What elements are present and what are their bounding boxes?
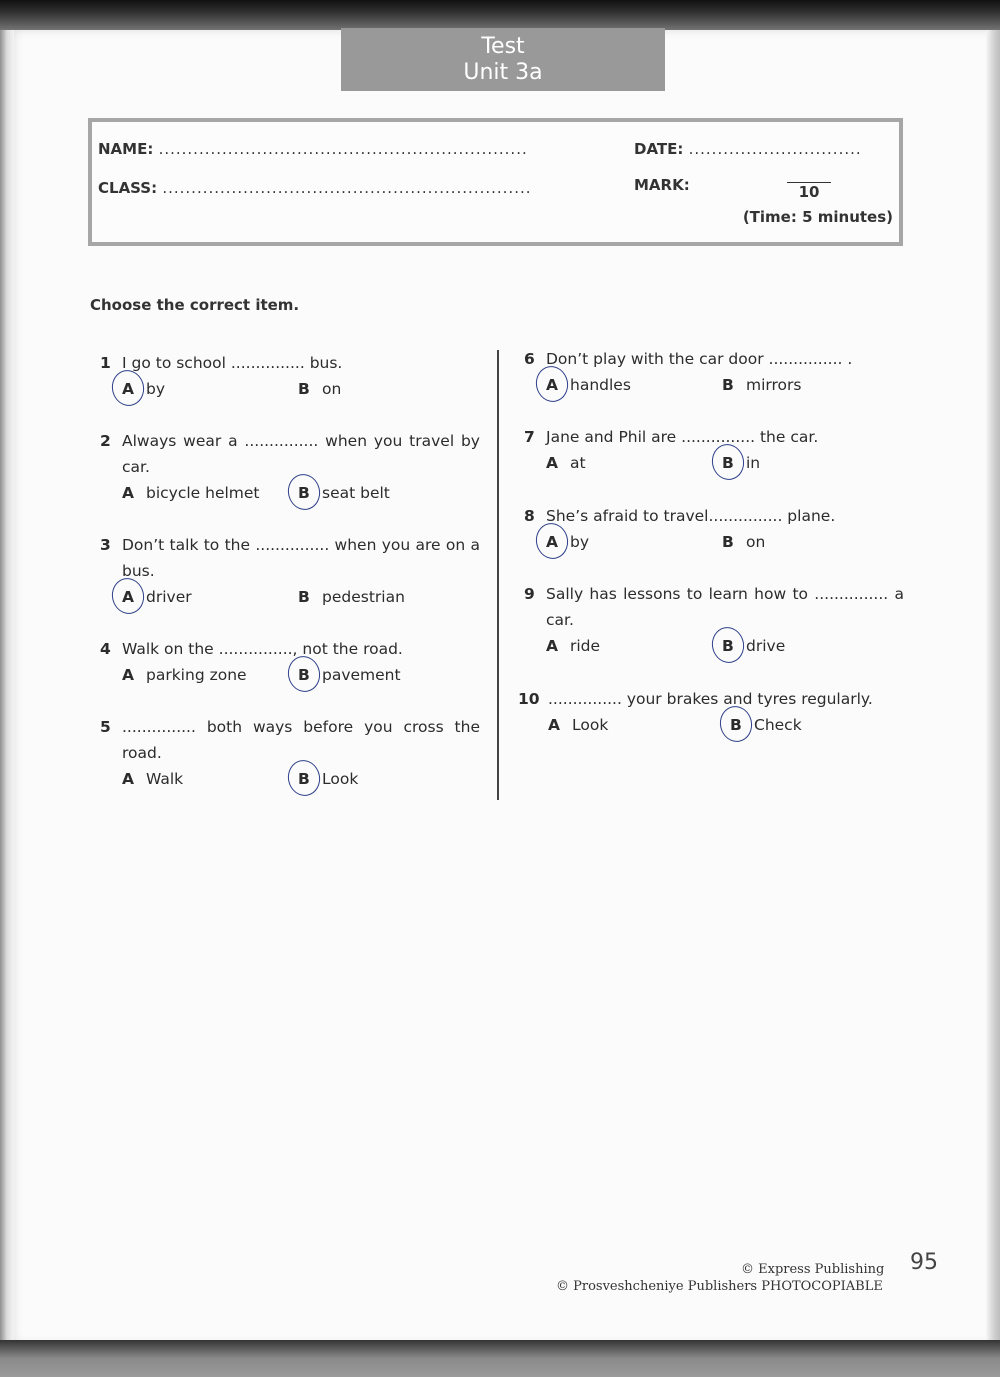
option-a[interactable] bbox=[122, 766, 183, 792]
option-a[interactable] bbox=[546, 372, 631, 398]
option-b[interactable] bbox=[722, 529, 765, 555]
option-letter-a: A bbox=[122, 484, 134, 502]
option-b-text: pedestrian bbox=[322, 588, 405, 606]
option-b-text: seat belt bbox=[322, 484, 390, 502]
question-number: 5 bbox=[100, 718, 111, 736]
option-a-text: at bbox=[570, 454, 586, 472]
test-title bbox=[341, 28, 665, 91]
option-letter-a: A bbox=[122, 584, 146, 610]
option-a-text: ride bbox=[570, 637, 601, 655]
option-a-text: handles bbox=[570, 376, 631, 394]
question-number: 10 bbox=[518, 690, 540, 708]
date-label: DATE: bbox=[634, 140, 684, 158]
title-line-1: Test bbox=[481, 34, 525, 59]
question-number: 2 bbox=[100, 432, 111, 450]
mark-denominator: 10 bbox=[798, 183, 820, 201]
option-letter-b: B bbox=[722, 633, 746, 659]
option-a[interactable] bbox=[122, 584, 192, 610]
option-a-text: by bbox=[570, 533, 590, 551]
page-binding-edge bbox=[0, 30, 14, 1344]
class-field[interactable] bbox=[98, 179, 532, 197]
option-letter-b: B bbox=[298, 662, 322, 688]
question-number: 1 bbox=[100, 354, 111, 372]
question-number: 7 bbox=[524, 428, 535, 446]
question-text: I go to school ............... bus. bbox=[122, 354, 343, 372]
question-text: ............... your brakes and tyres regularly. bbox=[548, 690, 873, 708]
option-letter-b: B bbox=[730, 712, 754, 738]
name-field[interactable] bbox=[98, 140, 528, 158]
option-b-text: on bbox=[746, 533, 766, 551]
option-letter-b: B bbox=[298, 766, 322, 792]
option-letter-a: A bbox=[122, 666, 134, 684]
option-b-text: drive bbox=[746, 637, 786, 655]
option-b[interactable] bbox=[298, 480, 390, 506]
option-a-text: Walk bbox=[146, 770, 184, 788]
name-blank: ................................................................ bbox=[158, 140, 528, 158]
option-letter-b: B bbox=[298, 480, 322, 506]
option-letter-b: B bbox=[722, 450, 746, 476]
date-blank: .............................. bbox=[688, 140, 862, 158]
question-text: Don’t play with the car door ............... . bbox=[546, 350, 853, 368]
question-text: Don’t talk to the ............... when you are on a bus. bbox=[122, 536, 480, 580]
option-b[interactable] bbox=[298, 376, 341, 402]
option-b-text: mirrors bbox=[746, 376, 802, 394]
option-letter-a: A bbox=[122, 770, 134, 788]
copyright-prosveshcheniye: © Prosveshcheniye Publishers PHOTOCOPIABLE bbox=[556, 1279, 883, 1294]
option-a-text: by bbox=[146, 380, 166, 398]
question-number: 8 bbox=[524, 507, 535, 525]
question-text: Always wear a ............... when you travel by car. bbox=[122, 432, 480, 476]
option-letter-b: B bbox=[298, 380, 310, 398]
option-b-text: in bbox=[746, 454, 761, 472]
time-note: (Time: 5 minutes) bbox=[742, 208, 893, 226]
option-b[interactable] bbox=[722, 633, 785, 659]
option-b-text: Check bbox=[754, 716, 802, 734]
option-letter-a: A bbox=[546, 637, 558, 655]
option-a-text: driver bbox=[146, 588, 192, 606]
copyright-express: © Express Publishing bbox=[741, 1262, 885, 1277]
option-b[interactable] bbox=[722, 372, 801, 398]
option-letter-a: A bbox=[548, 716, 560, 734]
option-a[interactable] bbox=[546, 529, 589, 555]
question-text: Walk on the ..............., not the road. bbox=[122, 640, 403, 658]
question-text: Jane and Phil are ............... the car. bbox=[546, 428, 819, 446]
page-right-edge bbox=[986, 30, 1000, 1344]
option-a[interactable] bbox=[122, 376, 165, 402]
mark-label: MARK: bbox=[634, 176, 690, 194]
option-letter-b: B bbox=[298, 588, 310, 606]
option-b[interactable] bbox=[298, 766, 358, 792]
option-b-text: pavement bbox=[322, 666, 401, 684]
instruction: Choose the correct item. bbox=[90, 296, 300, 314]
option-a-text: Look bbox=[572, 716, 609, 734]
scan-bottom-shadow bbox=[0, 1340, 1000, 1377]
option-b[interactable] bbox=[722, 450, 760, 476]
student-info-box bbox=[88, 118, 903, 246]
question-text: ............... both ways before you cross the road. bbox=[122, 718, 480, 762]
class-label: CLASS: bbox=[98, 179, 158, 197]
option-letter-a: A bbox=[546, 372, 570, 398]
option-b[interactable] bbox=[730, 712, 802, 738]
option-a[interactable] bbox=[122, 662, 247, 688]
option-letter-b: B bbox=[722, 376, 734, 394]
option-b[interactable] bbox=[298, 662, 401, 688]
name-label: NAME: bbox=[98, 140, 154, 158]
option-letter-a: A bbox=[122, 376, 146, 402]
question-text: She’s afraid to travel............... plane. bbox=[546, 507, 836, 525]
option-letter-b: B bbox=[722, 533, 734, 551]
option-b-text: Look bbox=[322, 770, 359, 788]
option-b[interactable] bbox=[298, 584, 405, 610]
date-field[interactable] bbox=[634, 140, 862, 158]
class-blank: ................................................................ bbox=[162, 179, 532, 197]
question-number: 6 bbox=[524, 350, 535, 368]
option-a-text: bicycle helmet bbox=[146, 484, 260, 502]
column-divider bbox=[497, 350, 499, 800]
option-a[interactable] bbox=[548, 712, 608, 738]
mark-fraction bbox=[787, 178, 831, 201]
question-number: 4 bbox=[100, 640, 111, 658]
option-a-text: parking zone bbox=[146, 666, 247, 684]
title-line-2: Unit 3a bbox=[463, 60, 543, 85]
option-letter-a: A bbox=[546, 529, 570, 555]
option-a[interactable] bbox=[546, 633, 600, 659]
option-b-text: on bbox=[322, 380, 342, 398]
page-number: 95 bbox=[910, 1250, 938, 1275]
question-text: Sally has lessons to learn how to ............... a car. bbox=[546, 585, 904, 629]
option-a[interactable] bbox=[546, 450, 586, 476]
option-a[interactable] bbox=[122, 480, 260, 506]
question-number: 9 bbox=[524, 585, 535, 603]
option-letter-a: A bbox=[546, 454, 558, 472]
question-number: 3 bbox=[100, 536, 111, 554]
